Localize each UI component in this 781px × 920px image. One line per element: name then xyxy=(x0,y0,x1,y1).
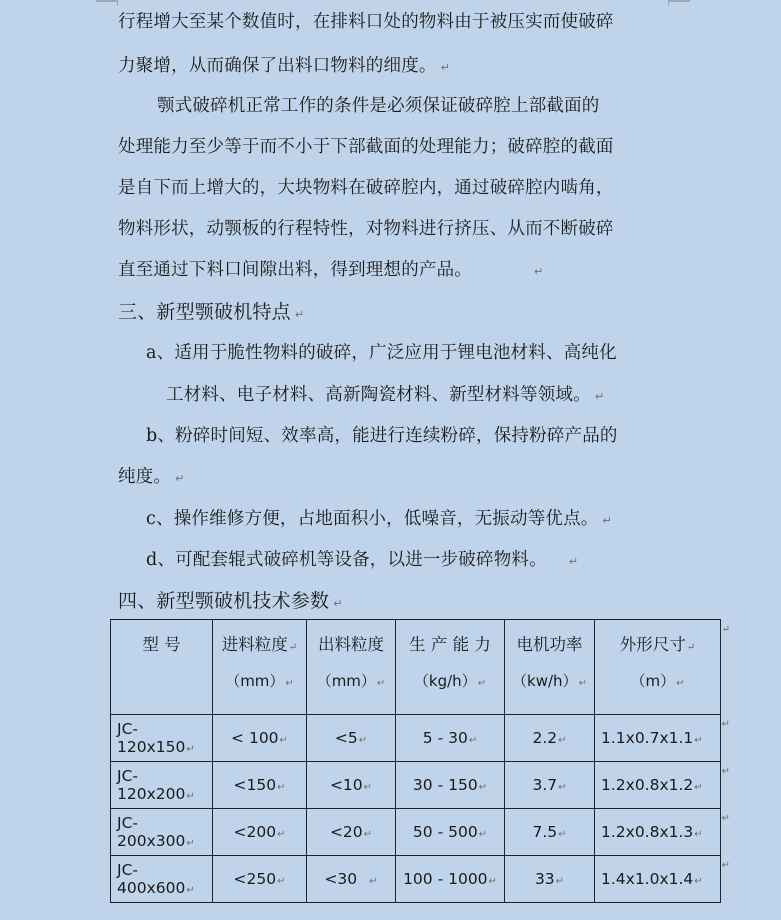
feature-item: 工材料、电子材料、高新陶瓷材料、新型材料等领域。 ↵ xyxy=(166,385,605,405)
section-heading: 三、新型颚破机特点 ↵ xyxy=(118,301,305,323)
feature-item: 纯度。 ↵ xyxy=(118,467,185,487)
header-output-size: 出料粒度 （mm）↵ xyxy=(307,620,396,715)
table-row: JC-400x600↵ <250↵ <30 ↵ 100 - 1000↵ 33↵ 1.4x1.0x1.4↵ ↵ xyxy=(111,856,721,903)
header-dimensions: 外形尺寸↵ （m）↵ ↵ xyxy=(595,620,721,715)
paragraph-line: 物料形状，动颚板的行程特性，对物料进行挤压、从而不断破碎 xyxy=(118,219,614,239)
paragraph-line: 颚式破碎机正常工作的条件是必须保证破碎腔上部截面的 xyxy=(157,96,600,116)
header-capacity: 生 产 能 力 （kg/h）↵ xyxy=(396,620,505,715)
paragraph-line: 力聚增，从而确保了出料口物料的细度。 ↵ xyxy=(118,56,451,76)
header-motor-power: 电机功率 （kw/h）↵ xyxy=(505,620,595,715)
paragraph-line: 是自下而上增大的，大块物料在破碎腔内，通过破碎腔内啮角， xyxy=(118,178,614,198)
paragraph-line: 直至通过下料口间隙出料，得到理想的产品。 ↵ xyxy=(118,260,544,280)
table-header-row xyxy=(111,620,721,715)
header-feed-size: 进料粒度↵ （mm）↵ xyxy=(213,620,307,715)
page-corner-mark-left xyxy=(96,0,118,2)
feature-item: b、粉碎时间短、效率高，能进行连续粉碎，保持粉碎产品的 xyxy=(146,426,618,446)
table-row: JC-120x150↵ < 100↵ <5↵ 5 - 30↵ 2.2↵ 1.1x0.7x1.1↵ ↵ xyxy=(111,715,721,762)
header-model: 型 号 xyxy=(111,620,213,715)
paragraph-line: 处理能力至少等于而不小于下部截面的处理能力；破碎腔的截面 xyxy=(118,137,614,157)
section-heading: 四、新型颚破机技术参数 ↵ xyxy=(118,590,343,612)
paragraph-line: 行程增大至某个数值时，在排料口处的物料由于被压实而使破碎 xyxy=(118,12,614,32)
page-corner-mark-right xyxy=(668,0,690,2)
feature-item: a、适用于脆性物料的破碎，广泛应用于锂电池材料、高纯化 xyxy=(146,343,617,363)
table-row: JC-120x200↵ <150↵ <10↵ 30 - 150↵ 3.7↵ 1.2x0.8x1.2↵ ↵ xyxy=(111,762,721,809)
feature-item: d、可配套辊式破碎机等设备，以进一步破碎物料。 ↵ xyxy=(146,550,579,570)
feature-item: c、操作维修方便，占地面积小，低噪音，无振动等优点。 ↵ xyxy=(146,509,612,529)
spec-table xyxy=(110,619,730,903)
table-row: JC-200x300↵ <200↵ <20↵ 50 - 500↵ 7.5↵ 1.2x0.8x1.3↵ ↵ xyxy=(111,809,721,856)
